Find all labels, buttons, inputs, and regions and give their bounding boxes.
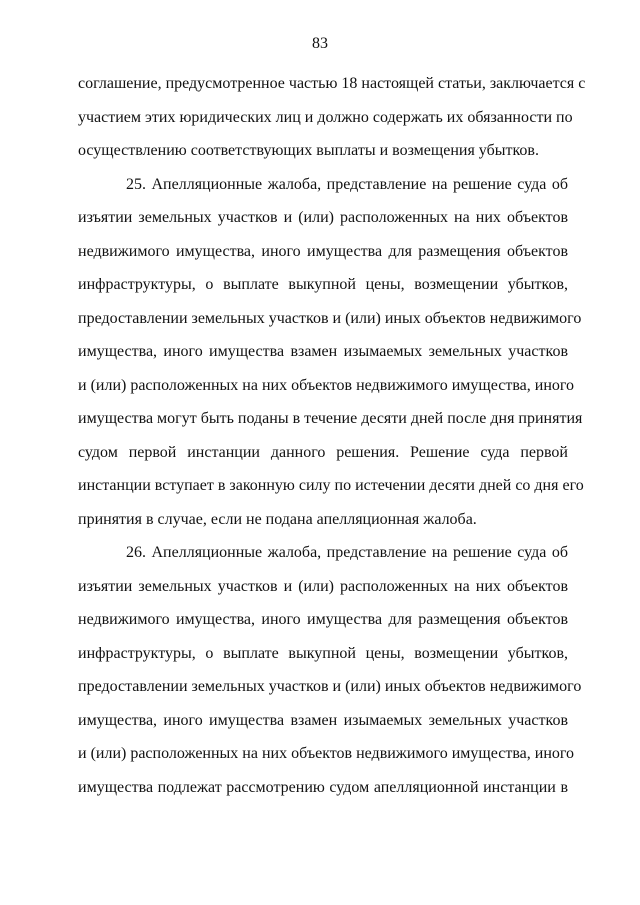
text-line: имущества, иного имущества взамен изымаемых земельных участков (78, 343, 568, 360)
text-line: судом первой инстанции данного решения. Решение суда первой (78, 443, 568, 461)
text-line: недвижимого имущества, иного имущества для размещения объектов (78, 611, 568, 628)
text-line: имущества подлежат рассмотрению судом апелляционной инстанции в (78, 778, 568, 796)
paragraph-25-first-line: 25. Апелляционные жалоба, представление на решение суда об (126, 175, 568, 193)
document-body (78, 67, 586, 804)
text-line: недвижимого имущества, иного имущества для размещения объектов (78, 242, 568, 260)
page-number: 83 (312, 35, 328, 52)
text-line: имущества, иного имущества взамен изымаемых земельных участков (78, 711, 568, 729)
text-line: и (или) расположенных на них объектов недвижимого имущества, иного (78, 376, 575, 394)
text-line: предоставлении земельных участков и (или) иных объектов недвижимого (78, 309, 582, 327)
text-line: участием этих юридических лиц и должно содержать их обязанности по (78, 108, 573, 126)
text-line: и (или) расположенных на них объектов недвижимого имущества, иного (78, 745, 575, 762)
paragraph-26-first-line: 26. Апелляционные жалоба, представление на решение суда об (126, 544, 568, 561)
text-line: изъятии земельных участков и (или) расположенных на них объектов (78, 577, 568, 595)
text-line: предоставлении земельных участков и (или) иных объектов недвижимого (78, 678, 582, 695)
text-line: имущества могут быть поданы в течение десяти дней после дня принятия (78, 410, 583, 427)
text-line: соглашение, предусмотренное частью 18 настоящей статьи, заключается с (78, 75, 586, 92)
text-line: осуществлению соответствующих выплаты и возмещения убытков. (78, 142, 539, 159)
text-line: принятия в случае, если не подана апелляционная жалоба. (78, 510, 477, 528)
text-line: инстанции вступает в законную силу по истечении десяти дней со дня его (78, 477, 584, 494)
text-line: изъятии земельных участков и (или) расположенных на них объектов (78, 209, 568, 226)
text-line: инфраструктуры, о выплате выкупной цены, возмещении убытков, (78, 276, 568, 293)
text-line: инфраструктуры, о выплате выкупной цены, возмещении убытков, (78, 644, 568, 662)
